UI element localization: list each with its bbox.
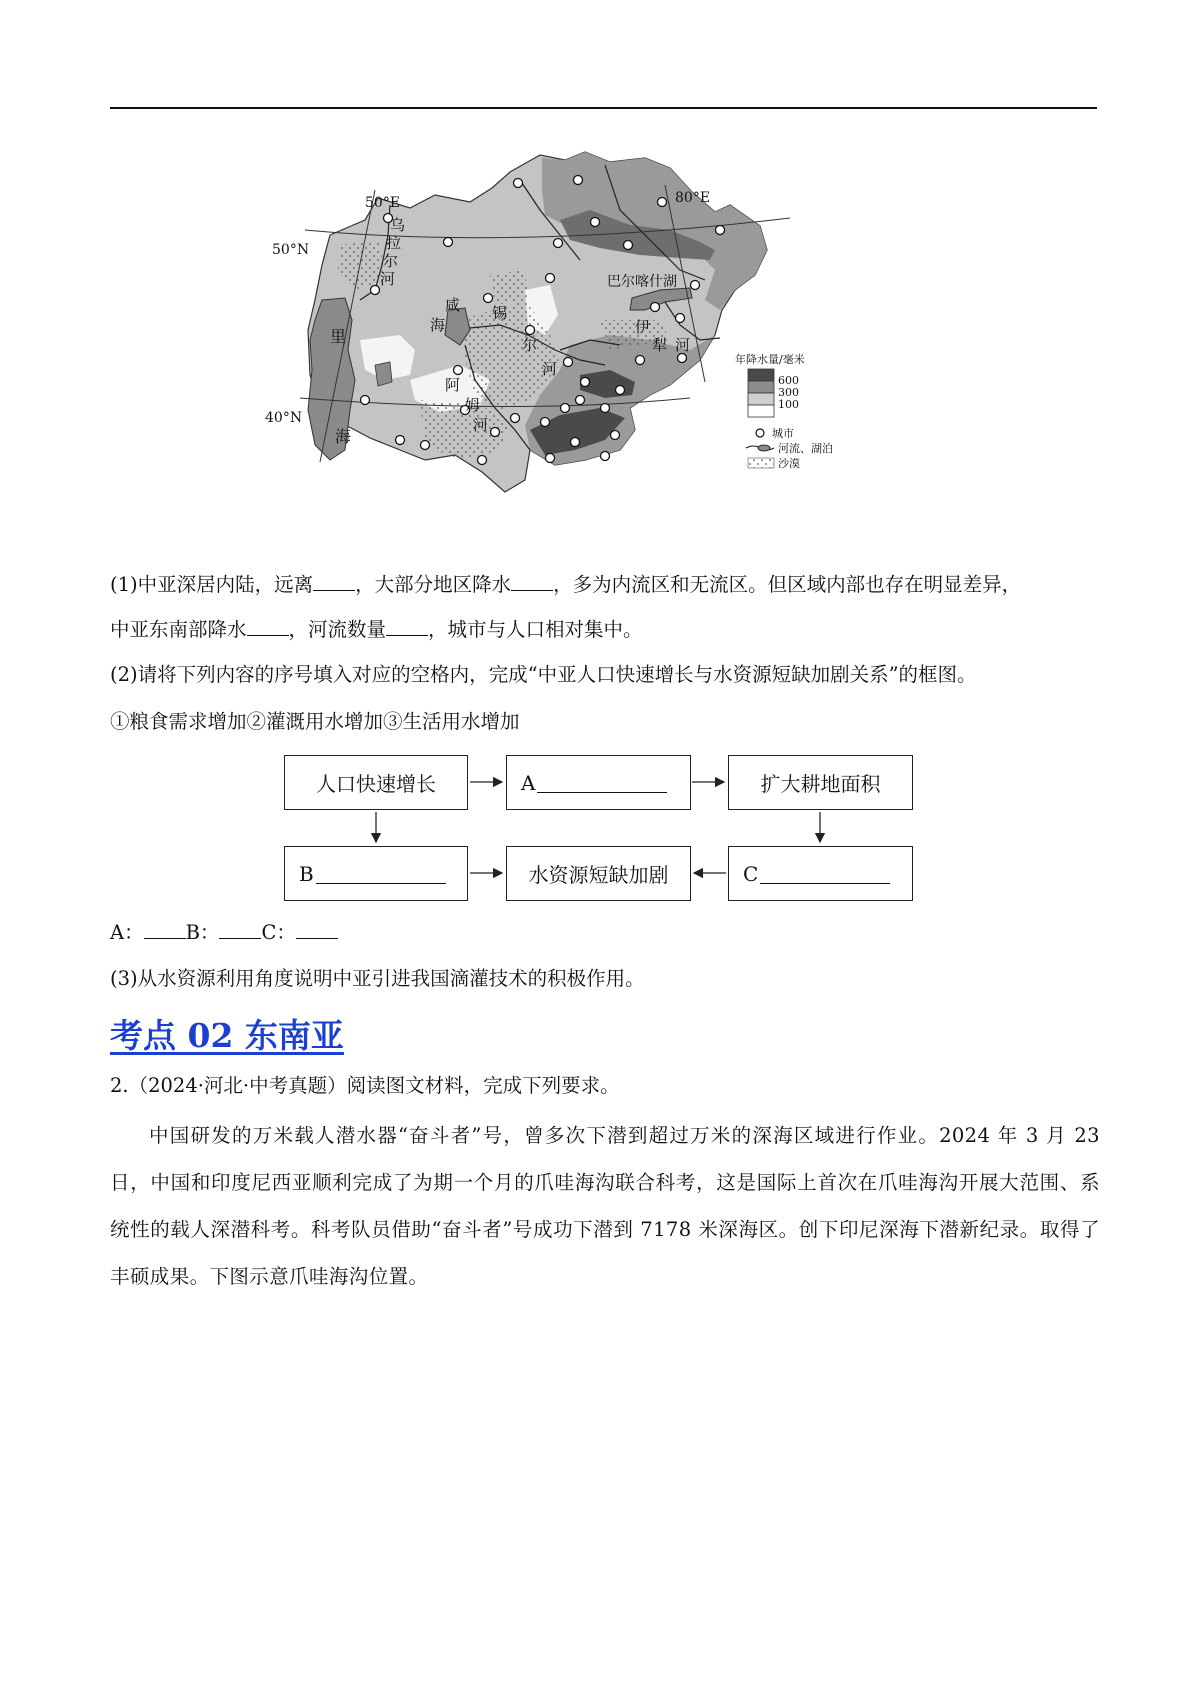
svg-text:乌: 乌 [390,216,406,234]
svg-text:河: 河 [675,336,691,354]
q2-answers: A： B： C： [110,920,338,946]
svg-text:尔: 尔 [383,252,399,270]
svg-text:城市: 城市 [772,427,794,440]
flow-box-population: 人口快速增长 [284,755,468,810]
svg-text:河流、湖泊: 河流、湖泊 [778,442,833,455]
svg-text:阿: 阿 [445,376,461,394]
svg-text:咸: 咸 [445,296,461,314]
svg-text:河: 河 [380,270,396,288]
flow-box-water: 水资源短缺加剧 [506,846,691,901]
q1-line1: (1)中亚深居内陆，远离 ，大部分地区降水 ，多为内流区和无流区。但区域内部也存在明显差异， [110,573,1022,596]
svg-text:姆: 姆 [465,396,481,414]
svg-text:年降水量/毫米: 年降水量/毫米 [735,353,805,366]
q2-options: ①粮食需求增加②灌溉用水增加③生活用水增加 [110,710,520,733]
svg-text:尔: 尔 [522,336,538,354]
svg-text:沙漠: 沙漠 [778,457,800,470]
flow-box-b[interactable]: B [284,846,468,901]
q3-text: (3)从水资源利用角度说明中亚引进我国滴灌技术的积极作用。 [110,967,645,990]
label-80e: 80°E [675,190,711,206]
svg-text:伊: 伊 [635,318,651,336]
answer-blank-a[interactable] [144,922,186,939]
label-50n: 50°N [272,242,310,258]
svg-text:河: 河 [473,416,489,434]
flow-box-c[interactable]: C [728,846,913,901]
flow-box-expand: 扩大耕地面积 [728,755,913,810]
label-40n: 40°N [265,410,303,426]
svg-text:600: 600 [778,374,799,387]
flow-box-a[interactable]: A [506,755,691,810]
q1-line2: 中亚东南部降水 ，河流数量 ，城市与人口相对集中。 [110,618,643,641]
section-heading[interactable]: 考点 02 东南亚 [110,1016,344,1055]
answer-blank-c[interactable] [296,922,338,939]
svg-text:海: 海 [430,316,446,334]
question2-passage: 中国研发的万米载人潜水器“奋斗者”号，曾多次下潜到超过万米的深海区域进行作业。2024 年 3 月 23 日，中国和印度尼西亚顺利完成了为期一个月的爪哇海沟联合科考，这是国际上首次在爪哇海沟开展大范围、系统性的载人深潜科考。科考队员借助“奋斗者”号成功下潜到 7178 米深海区。创下印尼深海下潜新纪录。取得了丰硕成果。下图示意爪哇海沟位置。 [110,1124,1100,1288]
svg-text:锡: 锡 [492,304,508,322]
svg-text:100: 100 [778,398,799,411]
svg-text:河: 河 [542,360,558,378]
svg-text:300: 300 [778,386,799,399]
svg-text:里: 里 [330,327,347,346]
answer-blank-b[interactable] [219,922,261,939]
balkhash-label: 巴尔喀什湖 [607,274,677,290]
svg-text:拉: 拉 [386,234,402,252]
svg-text:犁: 犁 [652,336,668,354]
svg-text:海: 海 [335,427,352,446]
question2-stem: 2.（2024·河北·中考真题）阅读图文材料，完成下列要求。 [110,1074,620,1097]
q2-prompt: (2)请将下列内容的序号填入对应的空格内，完成“中亚人口快速增长与水资源短缺加剧关系”的框图。 [110,663,977,686]
label-50e: 50°E [365,195,401,211]
